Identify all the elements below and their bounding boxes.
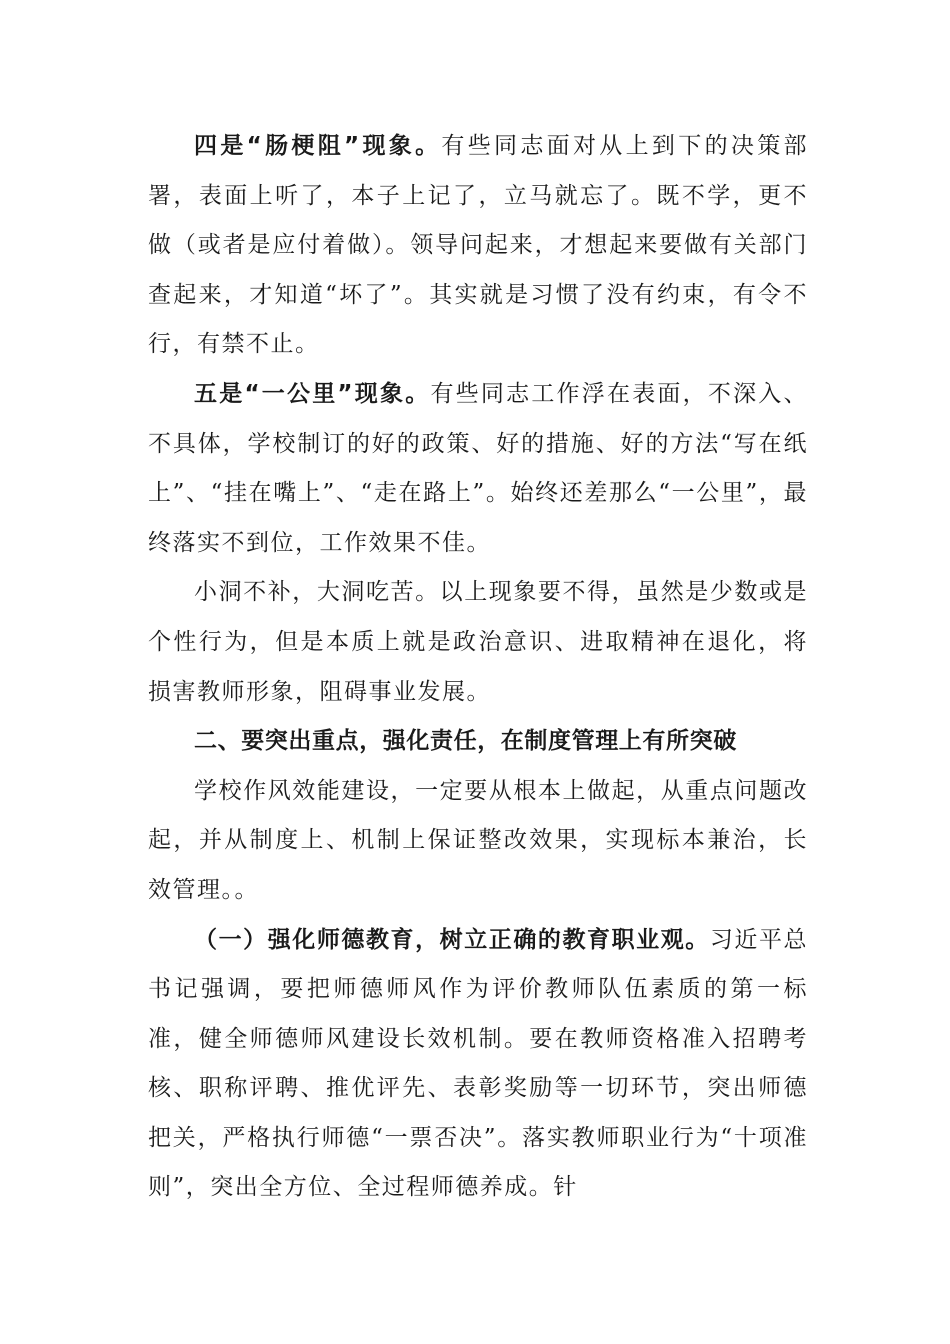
- paragraph-lead: 五是“一公里”现象。: [194, 380, 431, 407]
- paragraph-body: 有些同志工作浮在表面，不深入、不具体，学校制订的好的政策、好的措施、好的方法“写在纸上”、“挂在嘴上”、“走在路上”。始终还差那么“一公里”，最终落实不到位，工作效果不佳。: [148, 380, 809, 556]
- subsection-body: 习近平总书记强调，要把师德师风作为评价教师队伍素质的第一标准，健全师德师风建设长效机制。要在教师资格准入招聘考核、职称评聘、推优评先、表彰奖励等一切环节，突出师德把关，严格执行师德“一票否决”。落实教师职业行为“十项准则”，突出全方位、全过程师德养成。针: [148, 926, 808, 1201]
- document-page: [148, 122, 808, 1213]
- paragraph-summary: [148, 568, 808, 717]
- paragraph-body: 有些同志面对从上到下的决策部署，表面上听了，本子上记了，立马就忘了。既不学，更不做（或者是应付着做）。领导问起来，才想起来要做有关部门查起来，才知道“坏了”。其实就是习惯了没有约束，有令不行，有禁不止。: [148, 133, 809, 358]
- paragraph-body: 学校作风效能建设，一定要从根本上做起，从重点问题改起，并从制度上、机制上保证整改效果，实现标本兼治，长效管理。。: [148, 777, 808, 903]
- paragraph-one-kilometer: [148, 370, 808, 568]
- section-heading: 二、要突出重点，强化责任，在制度管理上有所突破: [194, 728, 737, 755]
- paragraph-intestinal-obstruction: [148, 122, 808, 370]
- paragraph-body: 小洞不补，大洞吃苦。以上现象要不得，虽然是少数或是个性行为，但是本质上就是政治意识、进取精神在退化，将损害教师形象，阻碍事业发展。: [148, 579, 808, 705]
- section-intro: [148, 767, 808, 916]
- subsection-lead: （一）强化师德教育，树立正确的教育职业观。: [194, 926, 710, 953]
- subsection-teacher-ethics: [148, 916, 808, 1214]
- paragraph-lead: 四是“肠梗阻”现象。: [194, 133, 442, 159]
